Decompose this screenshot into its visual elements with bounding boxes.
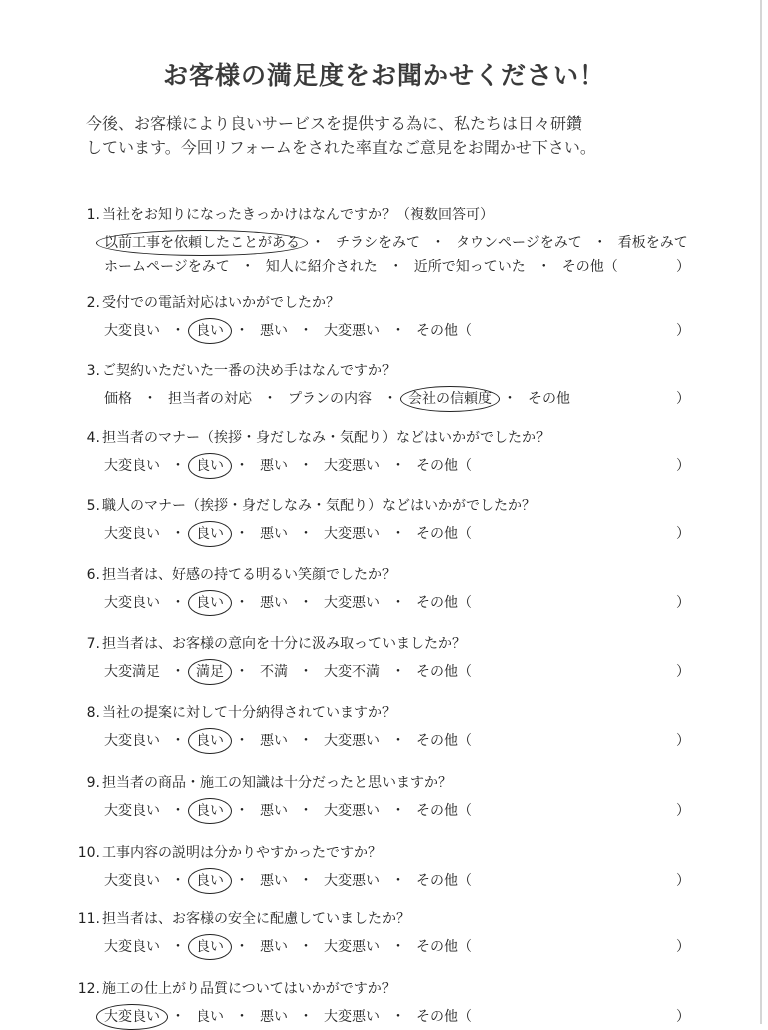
answer-option[interactable]: 良い <box>196 1009 224 1025</box>
answer-option[interactable]: プランの内容 <box>288 391 372 407</box>
answer-options <box>102 455 700 477</box>
option-separator: ・ <box>391 803 405 819</box>
question-text <box>60 360 700 380</box>
answer-option[interactable]: その他（ <box>416 939 472 955</box>
answer-option[interactable]: 担当者の対応 <box>168 391 252 407</box>
option-separator: ・ <box>235 733 249 749</box>
option-separator: ・ <box>235 323 249 339</box>
answer-option[interactable]: 良い <box>194 936 226 958</box>
close-paren: ） <box>676 1009 690 1025</box>
answer-options <box>102 1006 700 1028</box>
question-5 <box>60 495 700 545</box>
option-separator: ・ <box>299 526 313 542</box>
option-separator: ・ <box>391 873 405 889</box>
option-separator: ・ <box>171 873 185 889</box>
close-paren: ） <box>676 323 690 339</box>
question-2 <box>60 292 700 342</box>
question-label: 担当者は、お客様の安全に配慮していましたか？ <box>102 911 410 927</box>
option-separator: ・ <box>171 1009 185 1025</box>
answer-option[interactable]: 悪い <box>260 526 288 542</box>
answer-option[interactable]: その他（ <box>416 803 472 819</box>
answer-option[interactable]: 大変悪い <box>324 595 380 611</box>
answer-options <box>102 870 700 892</box>
answer-option[interactable]: その他（ <box>416 458 472 474</box>
close-paren: ） <box>676 733 690 749</box>
close-paren: ） <box>676 526 690 542</box>
option-separator: ・ <box>299 458 313 474</box>
answer-options <box>102 661 700 683</box>
answer-option[interactable]: 大変悪い <box>324 873 380 889</box>
option-separator: ・ <box>235 664 249 680</box>
page-edge <box>760 0 762 1024</box>
question-text <box>60 427 700 447</box>
answer-option[interactable]: 良い <box>194 523 226 545</box>
answer-options <box>102 592 700 614</box>
question-text <box>60 978 700 998</box>
close-paren: ） <box>676 391 690 407</box>
question-6 <box>60 564 700 614</box>
question-text <box>60 908 700 928</box>
answer-options <box>102 523 700 545</box>
answer-option[interactable]: 悪い <box>260 595 288 611</box>
intro-line: しています。今回リフォームをされた率直なご意見をお聞かせ下さい。 <box>86 138 596 157</box>
answer-option[interactable]: その他 <box>528 391 570 407</box>
question-8 <box>60 702 700 752</box>
option-separator: ・ <box>299 939 313 955</box>
question-number: 3. <box>86 363 100 379</box>
option-separator: ・ <box>391 323 405 339</box>
answer-option[interactable]: 大変良い <box>104 323 160 339</box>
question-7 <box>60 633 700 683</box>
option-separator: ・ <box>235 803 249 819</box>
question-label: 担当者のマナー（挨拶・身だしなみ・気配り）などはいかがでしたか？ <box>102 430 550 446</box>
answer-options <box>102 256 700 278</box>
answer-option[interactable]: 大変良い <box>104 733 160 749</box>
question-label: 当社の提案に対して十分納得されていますか？ <box>102 705 396 721</box>
option-separator: ・ <box>592 235 607 251</box>
answer-option[interactable]: 会社の信頼度 <box>406 388 494 410</box>
answer-option[interactable]: 満足 <box>194 661 226 683</box>
answer-option[interactable]: その他（ <box>416 595 472 611</box>
question-label: 受付での電話対応はいかがでしたか？ <box>102 295 340 311</box>
option-separator: ・ <box>391 1009 405 1025</box>
answer-option[interactable]: 良い <box>194 592 226 614</box>
option-separator: ・ <box>391 939 405 955</box>
question-11 <box>60 908 700 958</box>
option-separator: ・ <box>391 458 405 474</box>
option-separator: ・ <box>431 235 445 251</box>
option-separator: ・ <box>299 873 313 889</box>
answer-option[interactable]: その他（ <box>561 259 618 275</box>
answer-option[interactable]: 大変悪い <box>324 1009 380 1025</box>
answer-option[interactable]: チラシをみて <box>336 235 420 251</box>
question-text <box>60 495 700 515</box>
option-separator: ・ <box>235 595 249 611</box>
close-paren: ） <box>676 595 690 611</box>
close-paren: ） <box>676 664 690 680</box>
answer-option[interactable]: 大変悪い <box>324 526 380 542</box>
intro-line: 今後、お客様により良いサービスを提供する為に、私たちは日々研鑽 <box>86 114 583 133</box>
answer-option[interactable]: 大変良い <box>104 526 160 542</box>
question-number: 1. <box>86 207 100 223</box>
question-number: 7. <box>86 636 100 652</box>
option-separator: ・ <box>391 664 405 680</box>
answer-option[interactable]: 大変不満 <box>324 664 380 680</box>
answer-options <box>102 320 700 342</box>
question-text <box>60 564 700 584</box>
answer-option[interactable]: その他（ <box>416 323 472 339</box>
answer-options <box>102 936 700 958</box>
option-separator: ・ <box>171 939 185 955</box>
question-label: 施工の仕上がり品質についてはいかがですか？ <box>102 981 396 997</box>
option-separator: ・ <box>235 939 249 955</box>
answer-option[interactable]: 以前工事を依頼したことがある <box>102 232 302 254</box>
option-separator: ・ <box>235 1009 249 1025</box>
answer-option[interactable]: 大変良い <box>104 873 160 889</box>
option-separator: ・ <box>171 458 185 474</box>
question-text <box>60 204 700 224</box>
option-separator: ・ <box>171 595 185 611</box>
option-separator: ・ <box>171 526 185 542</box>
answer-option[interactable]: 不満 <box>260 664 288 680</box>
answer-option[interactable]: 近所で知っていた <box>413 259 526 275</box>
answer-option[interactable]: 悪い <box>260 323 288 339</box>
option-separator: ・ <box>143 391 157 407</box>
option-separator: ・ <box>299 595 313 611</box>
question-number: 2. <box>86 295 100 311</box>
answer-option[interactable]: 価格 <box>104 391 132 407</box>
option-separator: ・ <box>235 526 249 542</box>
question-label: 職人のマナー（挨拶・身だしなみ・気配り）などはいかがでしたか？ <box>102 498 536 514</box>
answer-option[interactable]: 知人に紹介された <box>265 259 378 275</box>
question-1 <box>60 204 700 278</box>
option-separator: ・ <box>171 323 185 339</box>
option-separator: ・ <box>536 259 551 275</box>
answer-option[interactable]: その他（ <box>416 664 472 680</box>
answer-option[interactable]: 大変悪い <box>324 458 380 474</box>
question-label: ご契約いただいた一番の決め手はなんですか？ <box>102 363 396 379</box>
answer-option[interactable]: タウンページをみて <box>456 235 582 251</box>
answer-options <box>102 800 700 822</box>
question-number: 8. <box>86 705 100 721</box>
intro-text <box>86 112 706 160</box>
question-number: 12. <box>77 981 100 997</box>
option-separator: ・ <box>299 1009 313 1025</box>
answer-option[interactable]: 大変良い <box>104 595 160 611</box>
option-separator: ・ <box>240 259 255 275</box>
question-number: 5. <box>86 498 100 514</box>
question-4 <box>60 427 700 477</box>
option-separator: ・ <box>391 526 405 542</box>
answer-option[interactable]: 悪い <box>260 803 288 819</box>
question-number: 10. <box>77 845 100 861</box>
question-number: 6. <box>86 567 100 583</box>
question-text <box>60 702 700 722</box>
option-separator: ・ <box>171 664 185 680</box>
question-10 <box>60 842 700 892</box>
option-separator: ・ <box>171 803 185 819</box>
answer-option[interactable]: その他（ <box>416 733 472 749</box>
answer-option[interactable]: 大変良い <box>102 1006 162 1028</box>
answer-option[interactable]: 大変悪い <box>324 323 380 339</box>
option-separator: ・ <box>299 323 313 339</box>
answer-option[interactable]: その他（ <box>416 526 472 542</box>
answer-options <box>102 388 700 410</box>
option-separator: ・ <box>391 733 405 749</box>
question-12 <box>60 978 700 1028</box>
answer-option[interactable]: 看板をみて <box>617 235 688 251</box>
answer-option[interactable]: その他（ <box>416 873 472 889</box>
answer-option[interactable]: 大変良い <box>104 939 160 955</box>
question-label: 当社をお知りになったきっかけはなんですか？（複数回答可） <box>102 207 494 223</box>
answer-options <box>102 730 700 752</box>
answer-option[interactable]: 大変満足 <box>104 664 160 680</box>
option-separator: ・ <box>311 235 325 251</box>
question-number: 9. <box>86 775 100 791</box>
question-label: 担当者の商品・施工の知識は十分だったと思いますか？ <box>102 775 452 791</box>
answer-option[interactable]: 大変悪い <box>324 733 380 749</box>
answer-option[interactable]: 悪い <box>260 1009 288 1025</box>
question-9 <box>60 772 700 822</box>
close-paren: ） <box>676 458 690 474</box>
option-separator: ・ <box>171 733 185 749</box>
answer-option[interactable]: 大変良い <box>104 803 160 819</box>
question-number: 4. <box>86 430 100 446</box>
close-paren: ） <box>676 873 690 889</box>
answer-option[interactable]: 大変悪い <box>324 939 380 955</box>
option-separator: ・ <box>503 391 517 407</box>
answer-option[interactable]: 悪い <box>260 939 288 955</box>
answer-option[interactable]: 悪い <box>260 873 288 889</box>
option-separator: ・ <box>383 391 397 407</box>
answer-option[interactable]: ホームページをみて <box>104 259 230 275</box>
option-separator: ・ <box>388 259 403 275</box>
question-text <box>60 842 700 862</box>
question-label: 担当者は、好感の持てる明るい笑顔でしたか？ <box>102 567 396 583</box>
answer-option[interactable]: 大変良い <box>104 458 160 474</box>
answer-option[interactable]: 良い <box>194 320 226 342</box>
answer-option[interactable]: その他（ <box>416 1009 472 1025</box>
option-separator: ・ <box>299 733 313 749</box>
answer-option[interactable]: 大変悪い <box>324 803 380 819</box>
option-separator: ・ <box>235 458 249 474</box>
question-label: 担当者は、お客様の意向を十分に汲み取っていましたか？ <box>102 636 466 652</box>
question-label: 工事内容の説明は分かりやすかったですか？ <box>102 845 382 861</box>
answer-option[interactable]: 良い <box>194 800 226 822</box>
close-paren: ） <box>676 259 690 275</box>
answer-option[interactable]: 良い <box>194 870 226 892</box>
answer-option[interactable]: 悪い <box>260 733 288 749</box>
answer-option[interactable]: 良い <box>194 730 226 752</box>
answer-option[interactable]: 良い <box>194 455 226 477</box>
option-separator: ・ <box>391 595 405 611</box>
option-separator: ・ <box>299 803 313 819</box>
option-separator: ・ <box>235 873 249 889</box>
option-separator: ・ <box>263 391 277 407</box>
close-paren: ） <box>676 939 690 955</box>
question-text <box>60 292 700 312</box>
question-text <box>60 772 700 792</box>
answer-options <box>102 232 700 254</box>
page-title: お客様の満足度をお聞かせください！ <box>162 61 605 90</box>
question-number: 11. <box>77 911 100 927</box>
question-3 <box>60 360 700 410</box>
close-paren: ） <box>676 803 690 819</box>
question-text <box>60 633 700 653</box>
answer-option[interactable]: 悪い <box>260 458 288 474</box>
option-separator: ・ <box>299 664 313 680</box>
